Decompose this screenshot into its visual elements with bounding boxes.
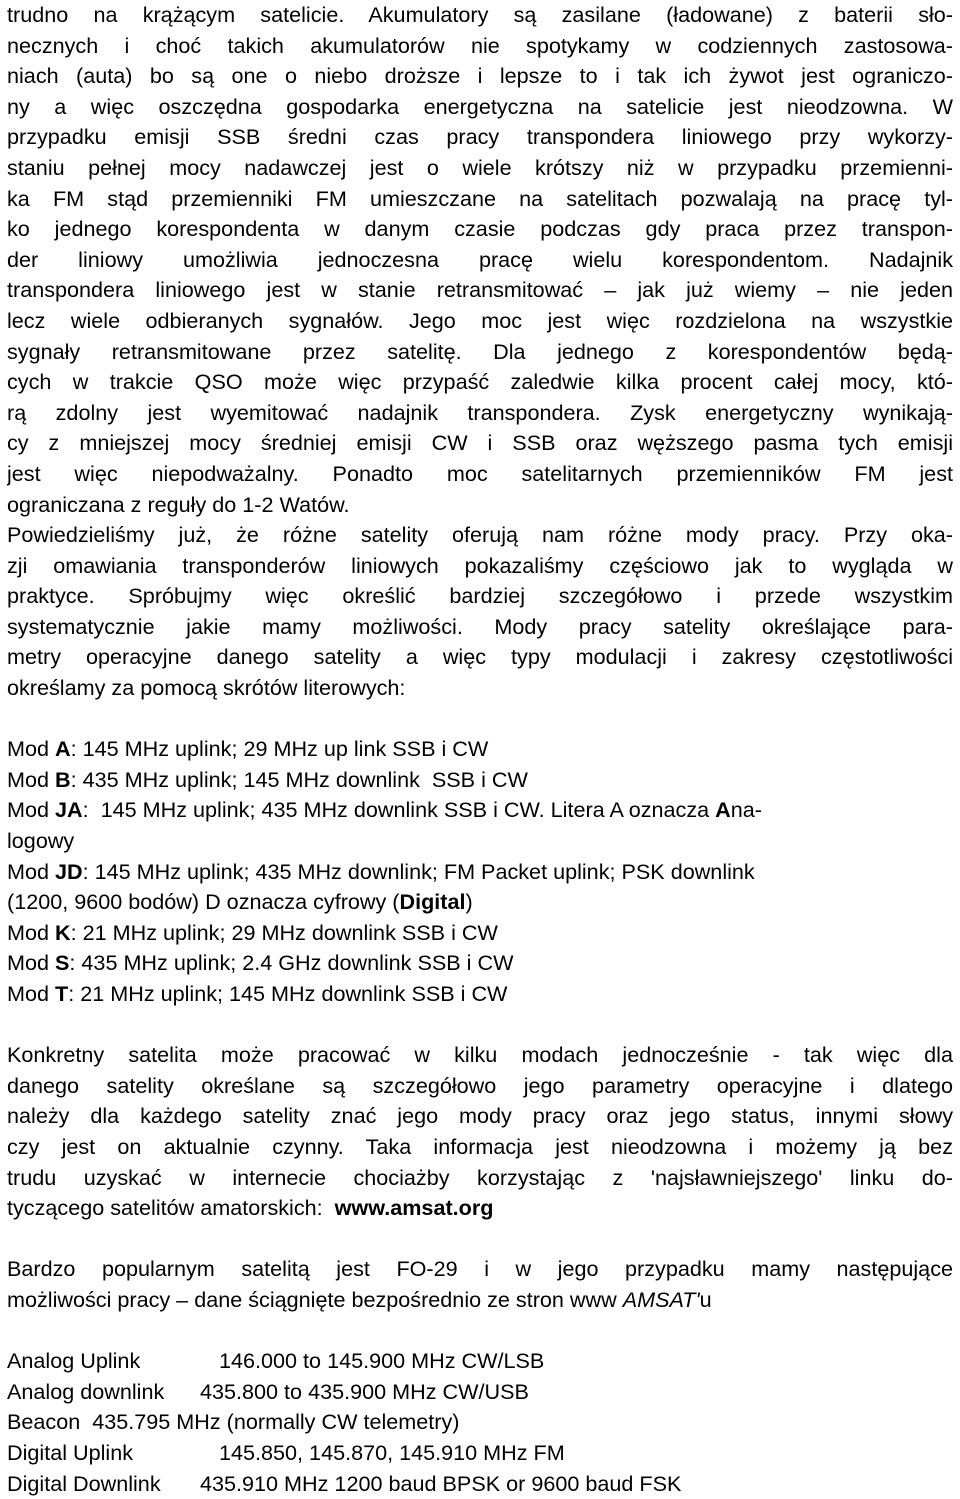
- mode-code: B: [55, 767, 71, 792]
- text-line: systematycznie jakie mamy możliwości. Mody pracy satelity określające para-: [7, 612, 953, 643]
- text-line: określamy za pomocą skrótów literowych:: [7, 673, 953, 704]
- mode-t-line: Mod T: 21 MHz uplink; 145 MHz downlink SSB i CW: [7, 979, 953, 1010]
- text-line: ka FM stąd przemienniki FM umieszczane na satelitach pozwalają na pracę tyl-: [7, 184, 953, 215]
- text-line: trudu uzyskać w internecie chociażby korzystając z 'najsławniejszego' linku do-: [7, 1163, 953, 1194]
- text-line: cych w trakcie QSO może więc przypaść zaledwie kilka procent całej mocy, któ-: [7, 367, 953, 398]
- spacer: [7, 1316, 953, 1347]
- freq-label: Digital Downlink: [7, 1469, 200, 1499]
- freq-row-analog-uplink: [7, 1346, 953, 1377]
- spacer: [7, 704, 953, 735]
- freq-value: 435.800 to 435.900 MHz CW/USB: [200, 1379, 529, 1404]
- mode-a-line: Mod A: 145 MHz uplink; 29 MHz up link SSB i CW: [7, 734, 953, 765]
- mode-b-line: Mod B: 435 MHz uplink; 145 MHz downlink SSB i CW: [7, 765, 953, 796]
- freq-row-digital-downlink: [7, 1469, 953, 1499]
- text-line: cy z mniejszej mocy średniej emisji CW i SSB oraz węższego pasma tych emisji: [7, 428, 953, 459]
- freq-label: Beacon: [7, 1409, 80, 1434]
- text-line: danego satelity określane są szczegółowo jego parametry operacyjne i dlatego: [7, 1071, 953, 1102]
- text-line: należy dla każdego satelity znać jego mody pracy oraz jego status, innymi słowy: [7, 1101, 953, 1132]
- text-line: praktyce. Spróbujmy więc określić bardziej szczegółowo i przede wszystkim: [7, 581, 953, 612]
- amsat-link[interactable]: www.amsat.org: [335, 1195, 494, 1220]
- text-line: ograniczana z reguły do 1-2 Watów.: [7, 490, 953, 521]
- spacer: [7, 1010, 953, 1041]
- text-line: przypadku emisji SSB średni czas pracy transpondera liniowego przy wykorzy-: [7, 122, 953, 153]
- mode-code: JA: [55, 797, 83, 822]
- text-line: niach (auta) bo są one o niebo droższe i lepsze to i tak ich żywot jest ograniczo-: [7, 61, 953, 92]
- freq-row-beacon: [7, 1407, 953, 1438]
- document-page: [7, 0, 953, 1499]
- text-line: necznych i choć takich akumulatorów nie spotykamy w codziennych zastosowa-: [7, 31, 953, 62]
- freq-label: Digital Uplink: [7, 1438, 219, 1469]
- text-line: sygnały retransmitowane przez satelitę. Dla jednego z korespondentów będą-: [7, 337, 953, 368]
- text-line: trudno na krążącym satelicie. Akumulatory są zasilane (ładowane) z baterii sło-: [7, 0, 953, 31]
- text-line: czy jest on aktualnie czynny. Taka informacja jest nieodzowna i możemy ją bez: [7, 1132, 953, 1163]
- text-line: jest więc niepodważalny. Ponadto moc satelitarnych przemienników FM jest: [7, 459, 953, 490]
- freq-label: Analog Uplink: [7, 1346, 219, 1377]
- mode-code: A: [55, 736, 71, 761]
- text-line: możliwości pracy – dane ściągnięte bezpośrednio ze stron www AMSAT'u: [7, 1285, 953, 1316]
- text-line: Konkretny satelita może pracować w kilku modach jednocześnie - tak więc dla: [7, 1040, 953, 1071]
- text-line: tyczącego satelitów amatorskich: www.amsat.org: [7, 1193, 953, 1224]
- freq-row-analog-downlink: [7, 1377, 953, 1408]
- spacer: [7, 1224, 953, 1255]
- freq-value: 146.000 to 145.900 MHz CW/LSB: [219, 1348, 544, 1373]
- mode-code: JD: [55, 859, 83, 884]
- paragraph-power-budget: [7, 0, 953, 520]
- mode-ja-line: Mod JA: 145 MHz uplink; 435 MHz downlink SSB i CW. Litera A oznacza Ana-: [7, 795, 953, 826]
- text-line: transpondera liniowego jest w stanie retransmitować – jak już wiemy – nie jeden: [7, 275, 953, 306]
- text-line: der liniowy umożliwia jednoczesna pracę wielu korespondentom. Nadajnik: [7, 245, 953, 276]
- freq-value: 145.850, 145.870, 145.910 MHz FM: [219, 1440, 565, 1465]
- paragraph-satellite-status: [7, 1040, 953, 1224]
- freq-label: Analog downlink: [7, 1377, 200, 1408]
- text-line: zji omawiania transponderów liniowych pokazaliśmy częściowo jak to wygląda w: [7, 551, 953, 582]
- freq-value: 435.795 MHz (normally CW telemetry): [92, 1409, 459, 1434]
- text-line: Powiedzieliśmy już, że różne satelity oferują nam różne mody pracy. Przy oka-: [7, 520, 953, 551]
- text-line: lecz wiele odbieranych sygnałów. Jego moc jest więc rozdzielona na wszystkie: [7, 306, 953, 337]
- text-line: rą zdolny jest wyemitować nadajnik transpondera. Zysk energetyczny wynikają-: [7, 398, 953, 429]
- mode-code: S: [55, 950, 69, 975]
- paragraph-fo29: [7, 1254, 953, 1315]
- text-line: metry operacyjne danego satelity a więc typy modulacji i zakresy częstotliwości: [7, 642, 953, 673]
- mode-jd-continuation: (1200, 9600 bodów) D oznacza cyfrowy (Digital): [7, 887, 953, 918]
- mode-jd-line: Mod JD: 145 MHz uplink; 435 MHz downlink; FM Packet uplink; PSK downlink: [7, 857, 953, 888]
- fo29-frequency-list: [7, 1346, 953, 1499]
- text-line: staniu pełnej mocy nadawczej jest o wiele krótszy niż w przypadku przemienni-: [7, 153, 953, 184]
- freq-row-digital-uplink: [7, 1438, 953, 1469]
- text-line: ko jednego korespondenta w danym czasie podczas gdy praca przez transpon-: [7, 214, 953, 245]
- paragraph-modes-intro: [7, 520, 953, 704]
- mode-code: T: [55, 981, 68, 1006]
- mode-s-line: Mod S: 435 MHz uplink; 2.4 GHz downlink SSB i CW: [7, 948, 953, 979]
- mode-code: K: [55, 920, 71, 945]
- mode-list: [7, 734, 953, 1009]
- mode-k-line: Mod K: 21 MHz uplink; 29 MHz downlink SSB i CW: [7, 918, 953, 949]
- text-line: ny a więc oszczędna gospodarka energetyczna na satelicie jest nieodzowna. W: [7, 92, 953, 123]
- freq-value: 435.910 MHz 1200 baud BPSK or 9600 baud FSK: [200, 1471, 681, 1496]
- text-line: Bardzo popularnym satelitą jest FO-29 i w jego przypadku mamy następujące: [7, 1254, 953, 1285]
- mode-ja-continuation: logowy: [7, 826, 953, 857]
